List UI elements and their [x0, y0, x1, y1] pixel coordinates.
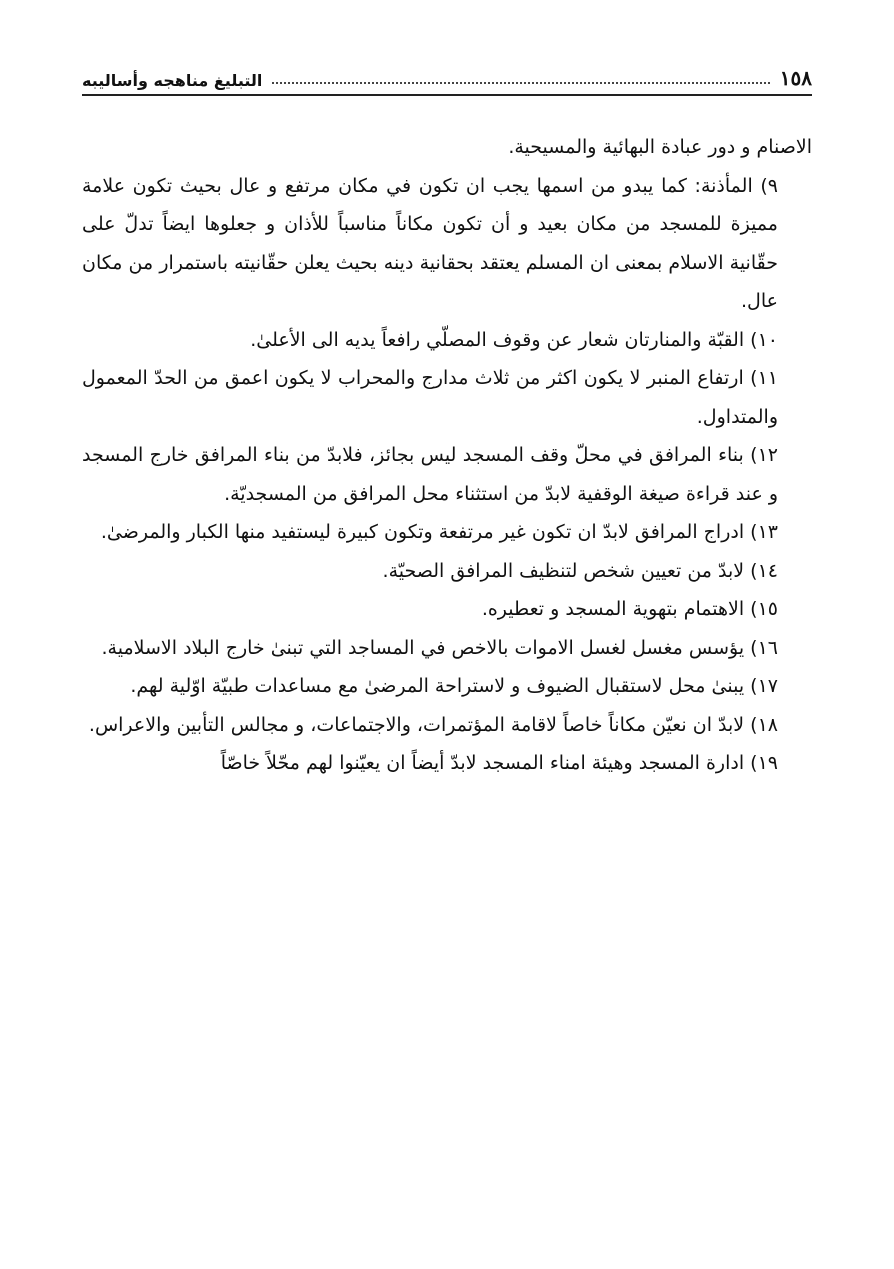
list-item-15: ١٥) الاهتمام بتهوية المسجد و تعطيره. — [481, 598, 778, 620]
list-item-17: ١٧) يبنىٰ محل لاستقبال الضيوف و لاستراحة المرضىٰ مع مساعدات طبيّة اوّلية لهم. — [130, 675, 778, 697]
list-item-18: ١٨) لابدّ ان نعيّن مكاناً خاصاً لاقامة المؤتمرات، والاجتماعات، و مجالس التأبين والاعراس. — [88, 713, 778, 736]
running-title: التبليغ مناهجه وأساليبه — [82, 71, 263, 90]
list-item-13: ١٣) ادراج المرافق لابدّ ان تكون غير مرتفعة وتكون كبيرة ليستفيد منها الكبار والمرضىٰ. — [100, 521, 778, 543]
list-item-12: ١٢) بناء المرافق في محلّ وقف المسجد ليس بجائز، فلابدّ من بناء المرافق خارج المسجد و عند قراءة صيغة الوقفية لابدّ من استثناء محل المرافق من المسجديّة. — [82, 444, 778, 505]
list-item-10: ١٠) القبّة والمنارتان شعار عن وقوف المصلّي رافعاً يديه الى الأعلىٰ. — [250, 328, 778, 351]
header-dotted-leader — [272, 80, 769, 84]
page-body — [82, 128, 812, 783]
list-item-11: ١١) ارتفاع المنبر لا يكون اكثر من ثلاث مدارج والمحراب لا يكون اعمق من الحدّ المعمول والمتداول. — [82, 367, 778, 428]
paragraph-continuation: الاصنام و دور عبادة البهائية والمسيحية. — [508, 136, 812, 158]
list-item-14: ١٤) لابدّ من تعيين شخص لتنظيف المرافق الصحيّة. — [382, 559, 778, 582]
list-item-19: ١٩) ادارة المسجد وهيئة امناء المسجد لابدّ أيضاً ان يعيّنوا لهم محّلاً خاصّاً — [220, 752, 778, 774]
list-item-16: ١٦) يؤسس مغسل لغسل الاموات بالاخص في المساجد التي تبنىٰ خارج البلاد الاسلامية. — [101, 636, 778, 659]
list-item-9: ٩) المأذنة: كما يبدو من اسمها يجب ان تكون في مكان مرتفع و عال بحيث تكون علامة مميزة للمسجد من مكان بعيد و أن تكون مكاناً مناسباً للأذان و جعلوها ايضاً تدلّ على حقّانية الاسلام بمعنى ان المسلم يعتقد بحقانية دينه بحيث يعلن حقّانيته باستمرار من مكان عال. — [82, 174, 778, 312]
page-header — [82, 56, 812, 96]
page-number: ١٥٨ — [779, 66, 812, 90]
